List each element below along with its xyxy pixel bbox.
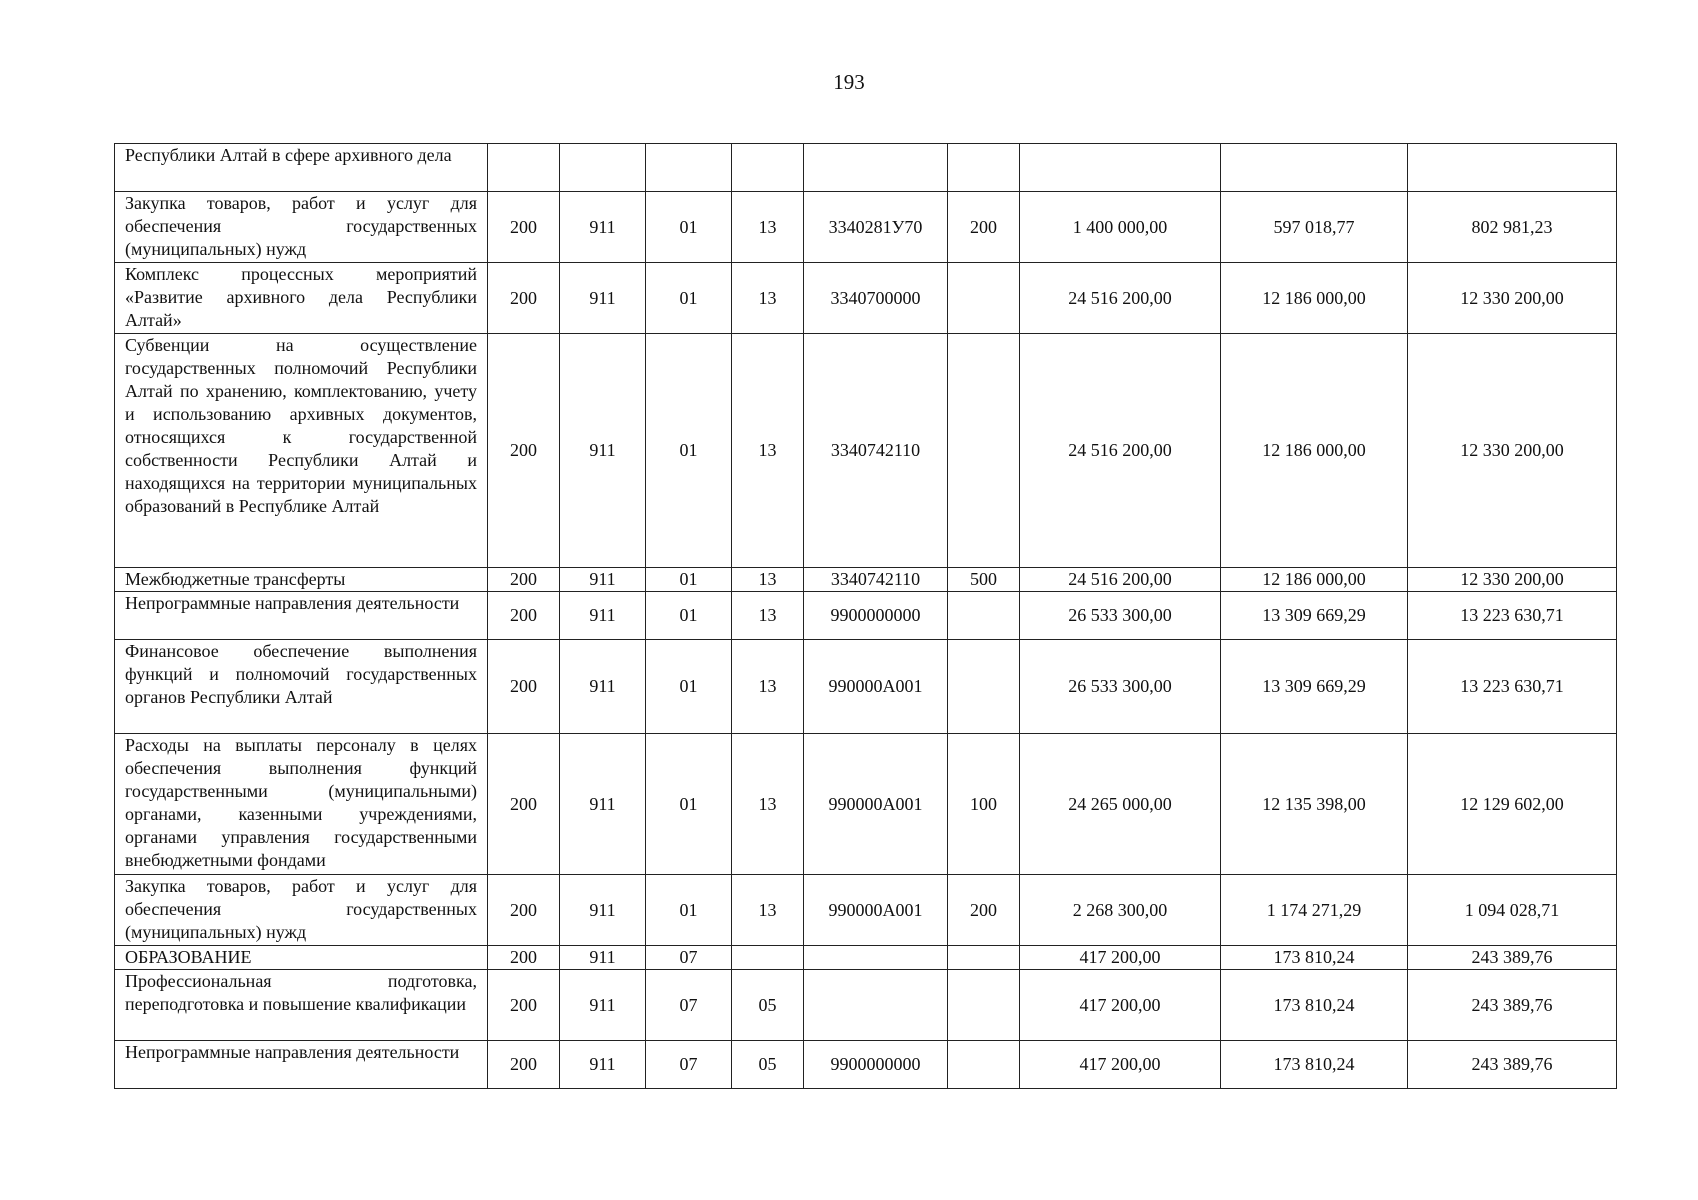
row-amount-executed: 12 186 000,00 — [1221, 263, 1408, 334]
row-description: Финансовое обеспечение выполнения функций и полномочий государственных органов Республики Алтай — [115, 640, 488, 734]
row-code-expense-type: 200 — [948, 875, 1020, 946]
row-code-ministry: 911 — [560, 875, 646, 946]
row-code-expense-type — [948, 640, 1020, 734]
row-code-section — [646, 144, 732, 192]
row-code-subsection: 05 — [732, 970, 804, 1041]
row-code-ministry — [560, 144, 646, 192]
row-description: Закупка товаров, работ и услуг для обеспечения государственных (муниципальных) нужд — [115, 875, 488, 946]
table-row — [115, 970, 1617, 1041]
table-body — [115, 144, 1617, 1089]
row-code-admin: 200 — [488, 1041, 560, 1089]
row-code-expense-type — [948, 970, 1020, 1041]
row-code-ministry: 911 — [560, 334, 646, 568]
row-code-subsection: 13 — [732, 568, 804, 592]
row-amount-remaining: 12 330 200,00 — [1408, 334, 1617, 568]
row-amount-plan: 2 268 300,00 — [1020, 875, 1221, 946]
row-amount-remaining: 802 981,23 — [1408, 192, 1617, 263]
row-code-subsection: 05 — [732, 1041, 804, 1089]
row-amount-executed — [1221, 144, 1408, 192]
row-amount-plan: 24 265 000,00 — [1020, 734, 1221, 875]
row-code-target: 9900000000 — [804, 1041, 948, 1089]
row-code-subsection: 13 — [732, 875, 804, 946]
row-amount-plan: 1 400 000,00 — [1020, 192, 1221, 263]
row-description: Субвенции на осуществление государственных полномочий Республики Алтай по хранению, комплектованию, учету и использованию архивных документов, относящихся к государственной собственности Республики Алтай и находящихся на территории муниципальных образований в Республике Алтай — [115, 334, 488, 568]
table-row — [115, 592, 1617, 640]
row-code-admin: 200 — [488, 734, 560, 875]
row-code-admin: 200 — [488, 592, 560, 640]
row-amount-executed: 13 309 669,29 — [1221, 592, 1408, 640]
row-amount-executed: 12 135 398,00 — [1221, 734, 1408, 875]
row-code-admin: 200 — [488, 334, 560, 568]
row-code-section: 01 — [646, 640, 732, 734]
row-code-ministry: 911 — [560, 592, 646, 640]
table-row — [115, 1041, 1617, 1089]
row-amount-executed: 173 810,24 — [1221, 1041, 1408, 1089]
row-code-expense-type: 100 — [948, 734, 1020, 875]
row-code-admin: 200 — [488, 875, 560, 946]
row-description: Закупка товаров, работ и услуг для обеспечения государственных (муниципальных) нужд — [115, 192, 488, 263]
row-code-target — [804, 946, 948, 970]
row-code-section: 01 — [646, 734, 732, 875]
row-amount-executed: 597 018,77 — [1221, 192, 1408, 263]
row-amount-executed: 173 810,24 — [1221, 946, 1408, 970]
row-amount-remaining: 243 389,76 — [1408, 1041, 1617, 1089]
row-code-section: 01 — [646, 875, 732, 946]
row-code-ministry: 911 — [560, 970, 646, 1041]
row-amount-remaining: 13 223 630,71 — [1408, 592, 1617, 640]
row-amount-plan: 24 516 200,00 — [1020, 568, 1221, 592]
row-amount-remaining: 12 129 602,00 — [1408, 734, 1617, 875]
table-row — [115, 263, 1617, 334]
row-amount-remaining: 243 389,76 — [1408, 946, 1617, 970]
row-code-admin: 200 — [488, 946, 560, 970]
row-code-admin: 200 — [488, 192, 560, 263]
row-code-subsection: 13 — [732, 734, 804, 875]
page-number: 193 — [833, 70, 865, 94]
row-amount-plan: 417 200,00 — [1020, 970, 1221, 1041]
row-description: Комплекс процессных мероприятий «Развитие архивного дела Республики Алтай» — [115, 263, 488, 334]
row-code-target: 990000А001 — [804, 640, 948, 734]
row-description: Непрограммные направления деятельности — [115, 592, 488, 640]
row-description: Непрограммные направления деятельности — [115, 1041, 488, 1089]
row-code-ministry: 911 — [560, 1041, 646, 1089]
row-amount-executed: 12 186 000,00 — [1221, 334, 1408, 568]
row-code-section: 07 — [646, 1041, 732, 1089]
row-code-subsection: 13 — [732, 334, 804, 568]
row-amount-plan: 417 200,00 — [1020, 946, 1221, 970]
row-code-section: 07 — [646, 946, 732, 970]
row-code-subsection: 13 — [732, 640, 804, 734]
row-code-expense-type: 500 — [948, 568, 1020, 592]
row-amount-plan: 24 516 200,00 — [1020, 263, 1221, 334]
table-row — [115, 334, 1617, 568]
row-code-expense-type — [948, 334, 1020, 568]
row-code-expense-type — [948, 946, 1020, 970]
row-code-admin: 200 — [488, 970, 560, 1041]
row-code-subsection — [732, 946, 804, 970]
row-code-section: 01 — [646, 192, 732, 263]
table-row — [115, 734, 1617, 875]
row-description: ОБРАЗОВАНИЕ — [115, 946, 488, 970]
row-amount-remaining: 12 330 200,00 — [1408, 263, 1617, 334]
table-row — [115, 568, 1617, 592]
row-description: Республики Алтай в сфере архивного дела — [115, 144, 488, 192]
row-code-section: 01 — [646, 334, 732, 568]
row-code-expense-type — [948, 592, 1020, 640]
row-amount-plan: 26 533 300,00 — [1020, 640, 1221, 734]
row-amount-plan: 417 200,00 — [1020, 1041, 1221, 1089]
row-code-expense-type — [948, 144, 1020, 192]
row-code-expense-type — [948, 1041, 1020, 1089]
row-code-ministry: 911 — [560, 640, 646, 734]
table-row — [115, 946, 1617, 970]
row-amount-plan — [1020, 144, 1221, 192]
row-amount-remaining: 12 330 200,00 — [1408, 568, 1617, 592]
row-code-target: 990000А001 — [804, 875, 948, 946]
row-code-subsection: 13 — [732, 592, 804, 640]
row-code-section: 01 — [646, 592, 732, 640]
row-code-target: 3340742110 — [804, 334, 948, 568]
row-code-section: 07 — [646, 970, 732, 1041]
row-amount-plan: 24 516 200,00 — [1020, 334, 1221, 568]
row-code-admin: 200 — [488, 263, 560, 334]
row-amount-remaining: 13 223 630,71 — [1408, 640, 1617, 734]
row-amount-executed: 1 174 271,29 — [1221, 875, 1408, 946]
row-code-admin — [488, 144, 560, 192]
table-row — [115, 144, 1617, 192]
row-amount-remaining: 243 389,76 — [1408, 970, 1617, 1041]
row-amount-remaining: 1 094 028,71 — [1408, 875, 1617, 946]
table-row — [115, 875, 1617, 946]
row-code-target: 3340742110 — [804, 568, 948, 592]
row-code-admin: 200 — [488, 640, 560, 734]
row-code-ministry: 911 — [560, 946, 646, 970]
row-code-subsection: 13 — [732, 263, 804, 334]
row-code-section: 01 — [646, 568, 732, 592]
budget-table — [114, 143, 1617, 1089]
row-code-ministry: 911 — [560, 263, 646, 334]
row-code-subsection — [732, 144, 804, 192]
row-description: Расходы на выплаты персоналу в целях обеспечения выполнения функций государственными (муниципальными) органами, казенными учреждениями, органами управления государственными внебюджетными фондами — [115, 734, 488, 875]
row-code-target: 9900000000 — [804, 592, 948, 640]
row-code-target: 3340281У70 — [804, 192, 948, 263]
row-amount-plan: 26 533 300,00 — [1020, 592, 1221, 640]
table-row — [115, 192, 1617, 263]
row-code-ministry: 911 — [560, 734, 646, 875]
row-code-admin: 200 — [488, 568, 560, 592]
row-code-ministry: 911 — [560, 192, 646, 263]
row-code-target — [804, 970, 948, 1041]
row-amount-executed: 12 186 000,00 — [1221, 568, 1408, 592]
row-code-section: 01 — [646, 263, 732, 334]
row-amount-executed: 13 309 669,29 — [1221, 640, 1408, 734]
row-code-target: 3340700000 — [804, 263, 948, 334]
row-code-expense-type: 200 — [948, 192, 1020, 263]
row-code-ministry: 911 — [560, 568, 646, 592]
row-amount-remaining — [1408, 144, 1617, 192]
row-description: Профессиональная подготовка, переподготовка и повышение квалификации — [115, 970, 488, 1041]
row-code-target: 990000А001 — [804, 734, 948, 875]
table-row — [115, 640, 1617, 734]
row-amount-executed: 173 810,24 — [1221, 970, 1408, 1041]
row-code-expense-type — [948, 263, 1020, 334]
row-code-subsection: 13 — [732, 192, 804, 263]
row-description: Межбюджетные трансферты — [115, 568, 488, 592]
row-code-target — [804, 144, 948, 192]
